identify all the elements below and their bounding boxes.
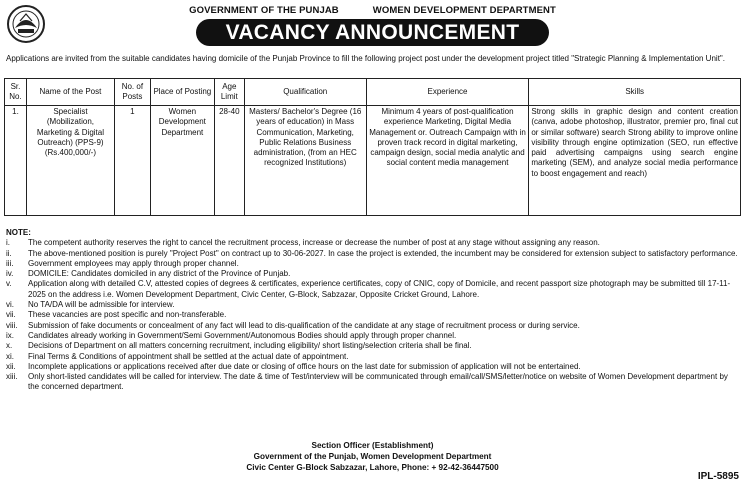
note-text: Only short-listed candidates will be called for interview. The date & time of Test/interview will be communicated through email/call/SMS/letter/notice on website of Women Development department by the concerned department. bbox=[28, 372, 728, 392]
note-item bbox=[6, 352, 740, 362]
cell-post: Specialist (Mobilization, Marketing & Digital Outreach) (PPS-9) (Rs.400,000/-) bbox=[26, 106, 114, 216]
note-item bbox=[6, 279, 740, 300]
col-header: Experience bbox=[366, 79, 529, 106]
note-number: vii. bbox=[6, 310, 16, 320]
note-text: DOMICILE: Candidates domiciled in any district of the Province of Punjab. bbox=[28, 269, 291, 279]
notes-title: NOTE: bbox=[6, 228, 31, 237]
note-text: No TA/DA will be admissible for interview. bbox=[28, 300, 175, 310]
col-header: Place of Posting bbox=[150, 79, 214, 106]
note-text: Application along with detailed C.V, attested copies of degrees & certificates, experience certificates, copy of CNIC, copy of Domicile, and recent passport size photograph may be submitted till 17-11-2025 on the address i.e. Women Development Department, Civic Center, G-Block, Sabzazar, Opposite Cricket Ground, Lahore. bbox=[28, 279, 731, 299]
note-number: iii. bbox=[6, 258, 14, 268]
note-item bbox=[6, 300, 740, 310]
note-number: x. bbox=[6, 341, 13, 351]
note-number: i. bbox=[6, 238, 10, 248]
officer-address: Civic Center G-Block Sabzazar, Lahore, Phone: + 92-42-36447500 bbox=[246, 463, 499, 472]
note-text: Candidates already working in Government/Semi Government/Autonomous Bodies should apply through proper channel. bbox=[28, 330, 457, 340]
note-text: Decisions of Department on all matters concerning recruitment, including eligibility/ short listing/selection criteria shall be final. bbox=[28, 341, 472, 351]
officer-title: Section Officer (Establishment) bbox=[311, 441, 434, 450]
header-line bbox=[0, 5, 745, 16]
note-number: viii. bbox=[6, 320, 18, 330]
note-number: ii. bbox=[6, 248, 12, 258]
table-header-row bbox=[5, 79, 741, 106]
note-item bbox=[6, 238, 740, 248]
note-number: xi. bbox=[6, 351, 14, 361]
note-number: xiii. bbox=[6, 372, 18, 382]
cell-qualification: Masters/ Bachelor's Degree (16 years of education) in Mass Communication, Marketing, Public Relations Business administration, (from an HEC recognized Institutions) bbox=[244, 106, 366, 216]
col-header: Sr. No. bbox=[5, 79, 27, 106]
department-name: WOMEN DEVELOPMENT DEPARTMENT bbox=[372, 5, 556, 16]
note-number: v. bbox=[6, 279, 12, 289]
note-item bbox=[6, 269, 740, 279]
vacancy-banner: VACANCY ANNOUNCEMENT bbox=[196, 19, 549, 46]
note-item bbox=[6, 310, 740, 320]
note-item bbox=[6, 259, 740, 269]
note-number: xii. bbox=[6, 361, 16, 371]
note-number: iv. bbox=[6, 269, 14, 279]
signature-block bbox=[0, 440, 745, 473]
notes-section bbox=[6, 228, 740, 393]
note-item bbox=[6, 341, 740, 351]
cell-posts: 1 bbox=[114, 106, 150, 216]
cell-experience: Minimum 4 years of post-qualification experience Marketing, Digital Media Management or. Outreach Campaign with in proven track record in digital marketing, campaign design, social media analytic and social content media management bbox=[366, 106, 529, 216]
note-text: The competent authority reserves the right to cancel the recruitment process, increase or decrease the number of post at any stage without assigning any reason. bbox=[28, 238, 600, 248]
ipl-code: IPL-5895 bbox=[697, 471, 739, 482]
cell-age: 28-40 bbox=[214, 106, 244, 216]
government-name: GOVERNMENT OF THE PUNJAB bbox=[189, 5, 339, 16]
note-number: ix. bbox=[6, 330, 14, 340]
table-row bbox=[5, 106, 741, 216]
col-header: Name of the Post bbox=[26, 79, 114, 106]
note-text: Government employees may apply through proper channel. bbox=[28, 258, 239, 268]
cell-sr: 1. bbox=[5, 106, 27, 216]
note-text: Submission of fake documents or concealment of any fact will lead to dis-qualification of the candidate at any stage of recruitment process or during service. bbox=[28, 320, 580, 330]
col-header: No. of Posts bbox=[114, 79, 150, 106]
note-item bbox=[6, 331, 740, 341]
col-header: Age Limit bbox=[214, 79, 244, 106]
note-text: The above-mentioned position is purely "Project Post" on contract up to 30-06-2027. In case the project is extended, the incumbent may be considered for extension subject to satisfactory performance. bbox=[28, 248, 738, 258]
col-header: Skills bbox=[529, 79, 741, 106]
note-item bbox=[6, 321, 740, 331]
vacancy-table bbox=[4, 78, 741, 216]
cell-skills: Strong skills in graphic design and content creation (canva, adobe photoshop, illustrator, premier pro, final cut or similar software) search Strong ability to improve online visibility through engine optimization (SEO, run effective paid advertising campaigns using search engine marketing (SEM), and analyze social media performance to boost engagement and reach) bbox=[529, 106, 741, 216]
note-text: Final Terms & Conditions of appointment shall be settled at the actual date of appointment. bbox=[28, 351, 349, 361]
col-header: Qualification bbox=[244, 79, 366, 106]
intro-text: Applications are invited from the suitable candidates having domicile of the Punjab Province to fill the following project post under the development project titled "Strategic Planning & Implementation Unit". bbox=[6, 54, 725, 63]
note-text: Incomplete applications or applications received after due date or closing of office hours on the last date for submission of application will not be entertained. bbox=[28, 361, 581, 371]
cell-place: Women Development Department bbox=[150, 106, 214, 216]
note-item bbox=[6, 249, 740, 259]
officer-department: Government of the Punjab, Women Development Department bbox=[253, 452, 492, 461]
note-number: vi. bbox=[6, 300, 14, 310]
note-item bbox=[6, 362, 740, 372]
note-item bbox=[6, 372, 740, 393]
note-text: These vacancies are post specific and non-transferable. bbox=[28, 310, 227, 320]
